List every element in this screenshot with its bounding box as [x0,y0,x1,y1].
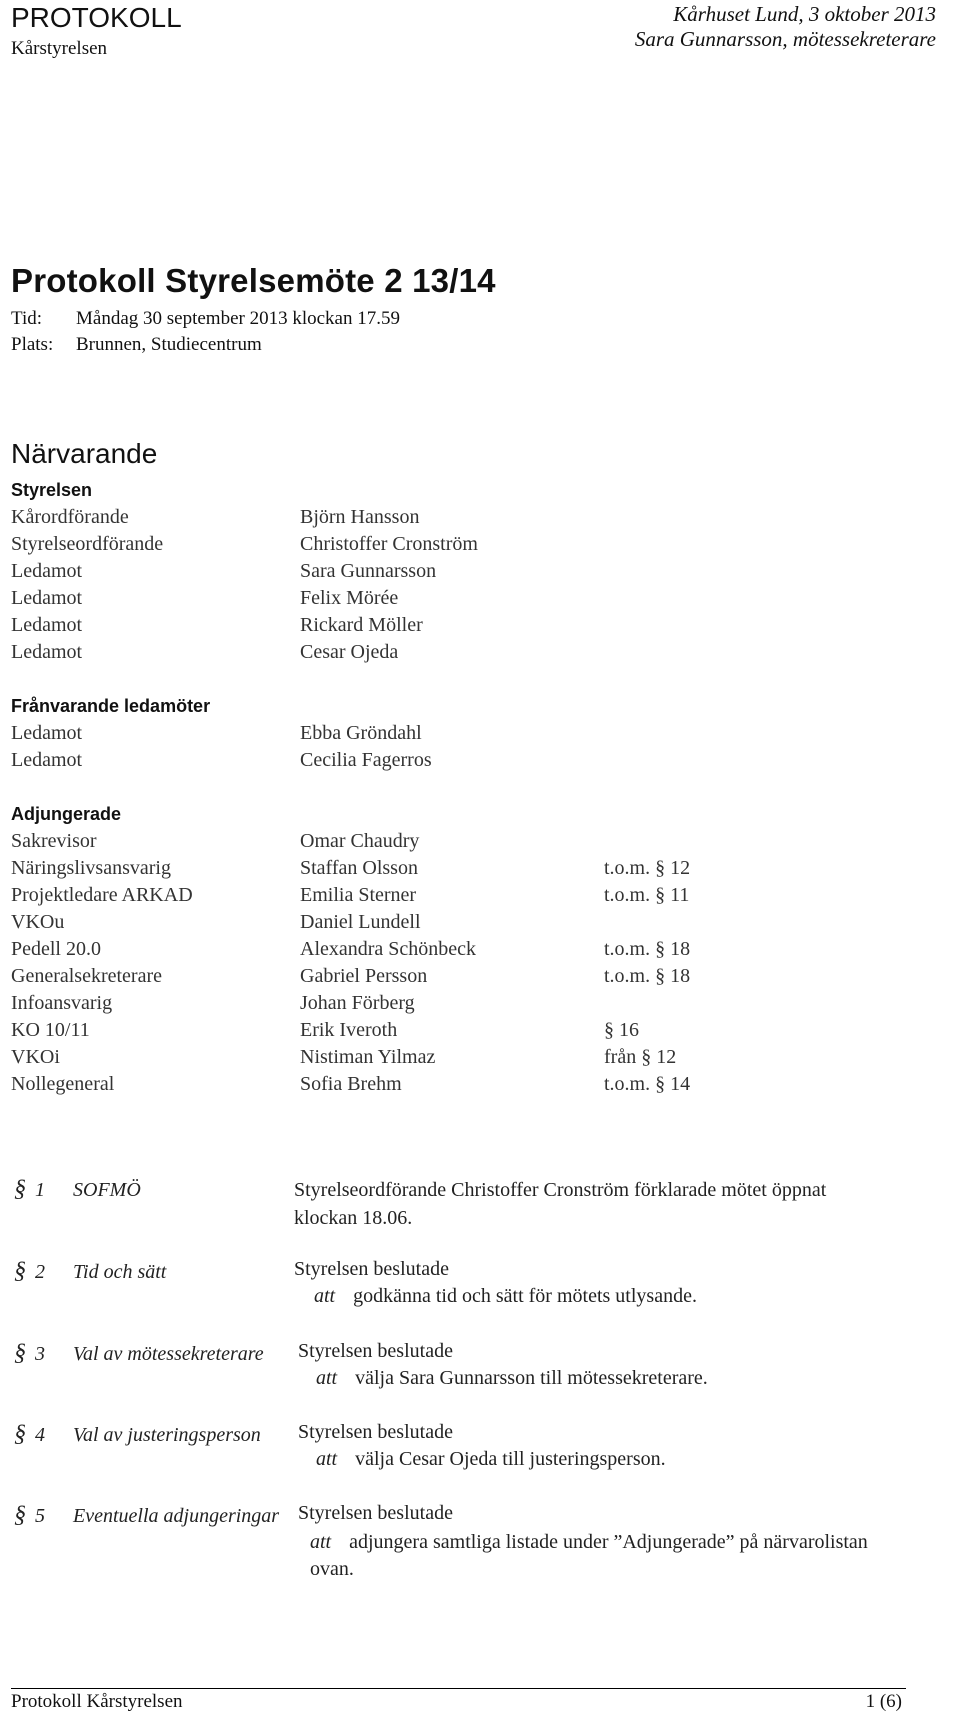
person-name: Nistiman Yilmaz [300,1046,436,1068]
time-label: Tid: [11,308,42,329]
agenda-resolution [316,1448,666,1471]
agenda-decision: Styrelsen beslutade [298,1340,453,1362]
person-name: Ebba Gröndahl [300,722,422,744]
attendance-row [0,830,960,857]
person-name: Omar Chaudry [300,830,420,852]
attendance-row [0,1019,960,1046]
role-label: Pedell 20.0 [11,938,101,960]
resolution-text: godkänna tid och sätt för mötets utlysande. [353,1285,697,1307]
role-label: Styrelseordförande [11,533,164,555]
role-label: Nollegeneral [11,1073,115,1095]
attendance-row [0,911,960,938]
attendance-row [0,560,960,587]
agenda-item-heading [14,1176,141,1203]
att-keyword: att [316,1367,338,1389]
role-label: Ledamot [11,587,83,609]
role-label: Ledamot [11,614,83,636]
document-title: Protokoll Styrelsemöte 2 13/14 [11,262,496,299]
agenda-item-heading [14,1258,166,1285]
membership-note: § 16 [604,1019,639,1041]
role-label: Generalsekreterare [11,965,162,987]
person-name: Sofia Brehm [300,1073,402,1095]
resolution-text: välja Cesar Ojeda till justeringsperson. [355,1448,666,1470]
resolution-text: adjungera samtliga listade under ”Adjungerade” på närvarolistan ovan. [310,1531,868,1580]
agenda-decision: Styrelseordförande Christoffer Cronström förklarade mötet öppnat klockan 18.06. [294,1179,827,1229]
attendance-row [0,749,960,776]
role-label: Infoansvarig [11,992,113,1014]
agenda-title: Tid och sätt [73,1261,167,1283]
role-label: Näringslivsansvarig [11,857,171,879]
place-value: Brunnen, Studiecentrum [76,334,262,355]
agenda-number: 2 [35,1261,45,1283]
agenda-item-heading [14,1340,264,1367]
person-name: Rickard Möller [300,614,423,636]
attendance-row [0,857,960,884]
agenda-title: SOFMÖ [73,1179,141,1201]
att-keyword: att [314,1285,336,1307]
person-name: Erik Iveroth [300,1019,398,1041]
role-label: KO 10/11 [11,1019,90,1041]
membership-note: från § 12 [604,1046,677,1068]
attendance-row [0,614,960,641]
person-name: Emilia Sterner [300,884,417,906]
attendance-heading: Närvarande [11,438,158,469]
person-name: Cecilia Fagerros [300,749,432,771]
resolution-text: välja Sara Gunnarsson till mötessekreterare. [355,1367,708,1389]
agenda-resolution [316,1367,708,1390]
membership-note: t.o.m. § 18 [604,965,691,987]
membership-note: t.o.m. § 11 [604,884,690,906]
place-label: Plats: [11,334,54,355]
attendance-row [0,992,960,1019]
paragraph-sign: § [14,1176,26,1202]
agenda-resolution [314,1285,697,1308]
person-name: Gabriel Persson [300,965,428,987]
header-place-date: Kårhuset Lund, 3 oktober 2013 [673,2,936,26]
attendance-row [0,722,960,749]
footer-left: Protokoll Kårstyrelsen [11,1691,183,1712]
footer-page-number: 1 (6) [865,1691,902,1712]
agenda-item-heading [14,1421,261,1448]
role-label: Sakrevisor [11,830,97,852]
att-keyword: att [316,1448,338,1470]
person-name: Alexandra Schönbeck [300,938,477,960]
agenda-resolution [310,1529,910,1583]
role-label: Ledamot [11,641,83,663]
role-label: Ledamot [11,560,83,582]
person-name: Johan Förberg [300,992,415,1014]
role-label: Ledamot [11,749,83,771]
board-group-title: Styrelsen [11,480,93,500]
agenda-title: Val av justeringsperson [73,1424,261,1446]
agenda-number: 4 [35,1424,45,1446]
person-name: Staffan Olsson [300,857,418,879]
time-value: Måndag 30 september 2013 klockan 17.59 [76,308,400,329]
attendance-row [0,1046,960,1073]
person-name: Daniel Lundell [300,911,421,933]
attendance-row [0,587,960,614]
attendance-row [0,533,960,560]
paragraph-sign: § [14,1340,26,1366]
role-label: VKOu [11,911,65,933]
attendance-row [0,884,960,911]
paragraph-sign: § [14,1502,26,1528]
membership-note: t.o.m. § 18 [604,938,691,960]
person-name: Felix Mörée [300,587,399,609]
att-keyword: att [310,1531,332,1553]
person-name: Christoffer Cronström [300,533,478,555]
header-subtitle: Kårstyrelsen [11,38,108,59]
absent-group-title: Frånvarande ledamöter [11,696,211,716]
agenda-number: 1 [35,1179,45,1201]
paragraph-sign: § [14,1258,26,1284]
footer-divider [11,1688,906,1689]
role-label: Kårordförande [11,506,129,528]
role-label: Ledamot [11,722,83,744]
agenda-title: Val av mötessekreterare [73,1343,264,1365]
person-name: Björn Hansson [300,506,420,528]
attendance-row [0,1073,960,1100]
agenda-number: 3 [35,1343,45,1365]
header-secretary: Sara Gunnarsson, mötessekreterare [634,27,936,51]
attendance-row [0,938,960,965]
paragraph-sign: § [14,1421,26,1447]
adjunct-group-title: Adjungerade [11,804,122,824]
attendance-row [0,506,960,533]
person-name: Cesar Ojeda [300,641,399,663]
role-label: Projektledare ARKAD [11,884,193,906]
membership-note: t.o.m. § 12 [604,857,691,879]
agenda-number: 5 [35,1505,45,1527]
agenda-decision: Styrelsen beslutade [298,1502,453,1524]
header-title: PROTOKOLL [11,2,182,33]
role-label: VKOi [11,1046,60,1068]
agenda-item-heading [14,1502,279,1529]
agenda-decision: Styrelsen beslutade [298,1421,453,1443]
attendance-row [0,965,960,992]
membership-note: t.o.m. § 14 [604,1073,691,1095]
person-name: Sara Gunnarsson [300,560,437,582]
agenda-decision: Styrelsen beslutade [294,1258,449,1280]
agenda-title: Eventuella adjungeringar [73,1505,280,1527]
attendance-row [0,641,960,668]
